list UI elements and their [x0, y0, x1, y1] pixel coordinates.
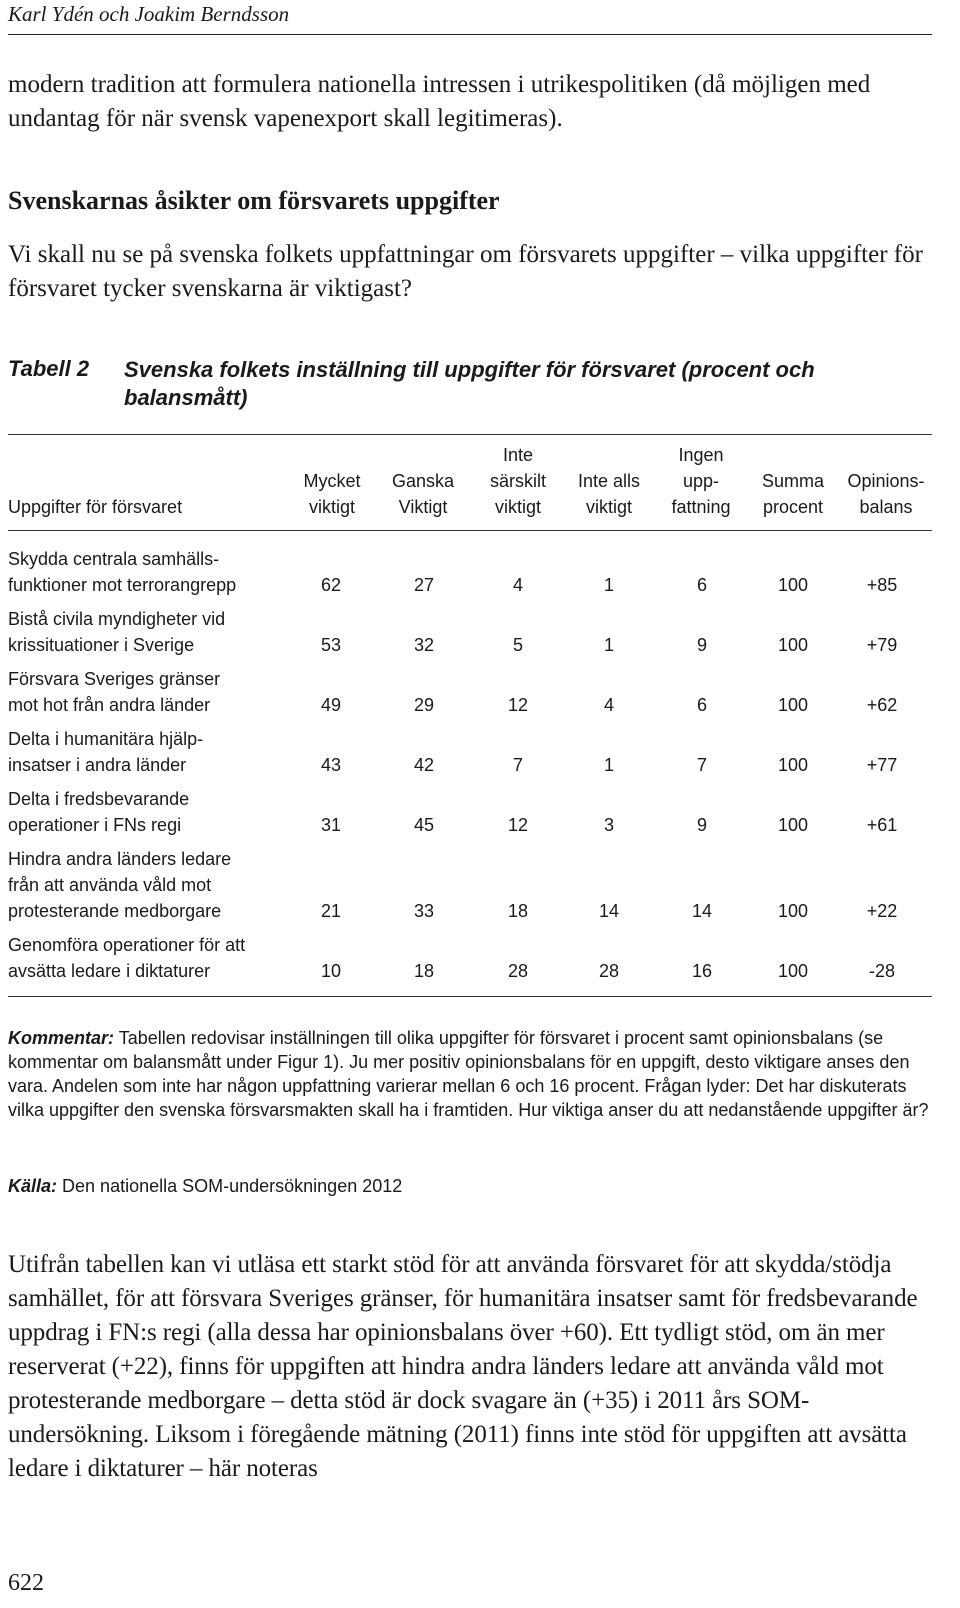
table-cell: +77	[866, 755, 898, 775]
table-cell: 14	[598, 901, 620, 921]
table-cell: 100	[777, 961, 809, 981]
table-cell: 31	[320, 815, 342, 835]
table-cell: 21	[320, 901, 342, 921]
table-row-label: Hindra andra länders ledare från att använda våld mot protesterande medborgare	[8, 849, 232, 921]
table-cell: 33	[413, 901, 435, 921]
table-cell: 7	[696, 755, 707, 775]
table-cell: 45	[413, 815, 435, 835]
table-cell: 32	[413, 635, 435, 655]
table-cell: 1	[603, 755, 614, 775]
table-header-rule	[8, 530, 932, 531]
column-header-inte-sarskilt-viktigt: Inte särskilt viktigt	[489, 445, 546, 517]
table-cell: 100	[777, 635, 809, 655]
table-cell: +22	[866, 901, 898, 921]
table-cell: 62	[320, 575, 342, 595]
table-cell: 1	[603, 635, 614, 655]
table-row-label: Genomföra operationer för att avsätta ledare i diktaturer	[8, 935, 246, 981]
table-cell: 12	[507, 695, 529, 715]
table-cell: 3	[603, 815, 614, 835]
table-row-label: Delta i fredsbevarande operationer i FNs regi	[8, 789, 190, 835]
table-cell: +61	[866, 815, 898, 835]
table-row-label: Delta i humanitära hjälp- insatser i andra länder	[8, 729, 204, 775]
table-cell: 28	[507, 961, 529, 981]
table-cell: 43	[320, 755, 342, 775]
table-cell: 49	[320, 695, 342, 715]
comment-text: Tabellen redovisar inställningen till olika uppgifter för försvaret i procent samt opinionsbalans (se kommentar om balansmått under Figur 1). Ju mer positiv opinionsbalans för en uppgift, desto viktigare anses den vara. Andelen som inte har någon uppfattning varierar mellan 6 och 16 procent. Frågan lyder: Det har diskuterats vilka uppgifter den svenska försvarsmakten skall ha i framtiden. Hur viktiga anser du att nedanstående uppgifter är?	[8, 1028, 929, 1120]
column-header-mycket-viktigt: Mycket viktigt	[303, 471, 361, 517]
table-cell: +85	[866, 575, 898, 595]
table-cell: +62	[866, 695, 898, 715]
table-cell: 100	[777, 695, 809, 715]
table-cell: 10	[320, 961, 342, 981]
table-cell: 4	[512, 575, 523, 595]
column-header-ingen-uppfattning: Ingen upp- fattning	[671, 445, 731, 517]
table-row-label: Skydda centrala samhälls- funktioner mot terrorangrepp	[8, 549, 237, 595]
source-label: Källa:	[8, 1176, 58, 1196]
table-cell: 6	[696, 575, 707, 595]
table-cell: +79	[866, 635, 898, 655]
row-header: Uppgifter för försvaret	[8, 497, 183, 517]
table-cell: 12	[507, 815, 529, 835]
table-cell: 6	[696, 695, 707, 715]
column-header-summa-procent: Summa procent	[761, 471, 824, 517]
table-cell: 9	[696, 815, 707, 835]
table-cell: 100	[777, 901, 809, 921]
table-cell: 42	[413, 755, 435, 775]
table-source	[8, 1174, 402, 1198]
table-comment	[8, 1026, 934, 1122]
table-cell: 14	[691, 901, 713, 921]
column-header-ganska-viktigt: Ganska Viktigt	[391, 471, 455, 517]
table-cell: 16	[691, 961, 713, 981]
table-row-label: Försvara Sveriges gränser mot hot från andra länder	[8, 669, 221, 715]
table-cell: 7	[512, 755, 523, 775]
column-header-opinionsbalans: Opinions- balans	[847, 471, 925, 517]
table-cell: 53	[320, 635, 342, 655]
table-cell: 100	[777, 815, 809, 835]
running-head: Karl Ydén och Joakim Berndsson	[8, 2, 290, 26]
table-cell: 9	[696, 635, 707, 655]
table-cell: -28	[868, 961, 895, 981]
table-cell: 100	[777, 755, 809, 775]
table-cell: 5	[512, 635, 523, 655]
table-cell: 1	[603, 575, 614, 595]
table-cell: 27	[413, 575, 435, 595]
section-heading: Svenskarnas åsikter om försvarets uppgifter	[8, 186, 500, 215]
table-cell: 29	[413, 695, 435, 715]
table-label: Tabell 2	[8, 356, 90, 381]
source-text: Den nationella SOM-undersökningen 2012	[57, 1176, 403, 1196]
table-cell: 28	[598, 961, 620, 981]
table-row-label: Bistå civila myndigheter vid krissituationer i Sverige	[8, 609, 226, 655]
table-bottom-rule	[8, 996, 932, 997]
table-title: Svenska folkets inställning till uppgifter för försvaret (procent och balansmått)	[124, 357, 815, 410]
table-cell: 18	[507, 901, 529, 921]
page-number: 622	[8, 1570, 44, 1596]
intro-paragraph: modern tradition att formulera nationella intressen i utrikespolitiken (då möjligen med undantag för när svensk vapenexport skall legitimeras).	[8, 71, 871, 132]
table-top-rule	[8, 434, 932, 435]
header-rule	[8, 34, 932, 35]
closing-paragraph: Utifrån tabellen kan vi utläsa ett starkt stöd för att använda försvaret för att skydda/stödja samhället, för att försvara Sveriges gränser, för humanitära insatser samt för fredsbevarande uppdrag i FN:s regi (alla dessa har opinionsbalans över +60). Ett tydligt stöd, om än mer reserverat (+22), finns för uppgiften att hindra andra länders ledare att använda våld mot protesterande medborgare – detta stöd är dock svagare än (+35) i 2011 års SOM-undersökning. Liksom i föregående mätning (2011) finns inte stöd för uppgiften att avsätta ledare i diktaturer – här noteras	[8, 1251, 918, 1482]
table-cell: 4	[603, 695, 614, 715]
column-header-inte-alls-viktigt: Inte alls viktigt	[577, 471, 641, 517]
table-cell: 100	[777, 575, 809, 595]
section-paragraph: Vi skall nu se på svenska folkets uppfattningar om försvarets uppgifter – vilka uppgifter för försvaret tycker svenskarna är viktigast?	[8, 241, 923, 302]
comment-label: Kommentar:	[8, 1028, 115, 1048]
table-cell: 18	[413, 961, 435, 981]
